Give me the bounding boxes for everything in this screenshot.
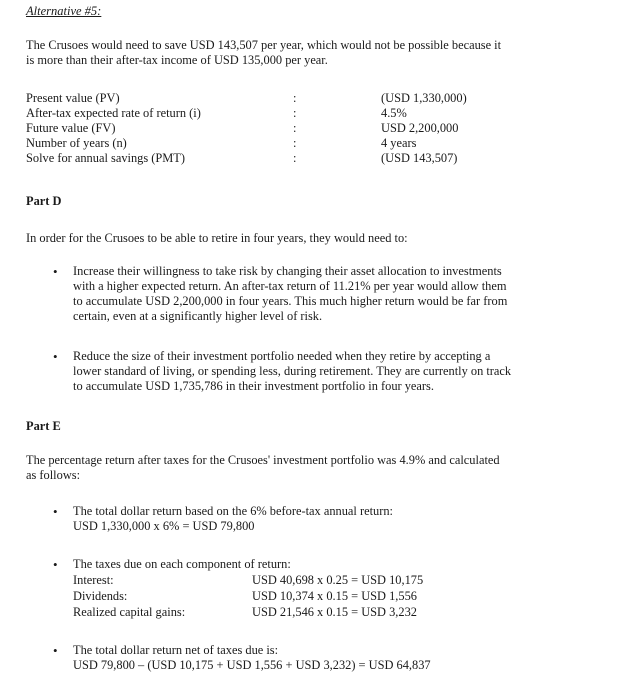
part-e-bullet-3-line-2: USD 79,800 – (USD 10,175 + USD 1,556 + USD 3,232) = USD 64,837 (73, 658, 431, 672)
calc-label-pv: Present value (PV) (26, 91, 120, 105)
tax-label-capital-gains: Realized capital gains: (73, 605, 186, 619)
calc-sep: : (293, 151, 297, 165)
part-e-title: Part E (26, 419, 61, 433)
calc-label-years: Number of years (n) (26, 136, 127, 150)
alternative-heading: Alternative #5: (26, 4, 102, 18)
part-d-bullet-1-line-3: to accumulate USD 2,200,000 in four years. This much higher return would be far from (73, 294, 508, 308)
calc-label-pmt: Solve for annual savings (PMT) (26, 151, 185, 165)
tax-label-dividends: Dividends: (73, 589, 128, 603)
part-d-bullet-1-line-4: certain, even at a significantly higher level of risk. (73, 309, 323, 323)
calc-value-rate: 4.5% (381, 106, 407, 120)
part-d-bullet-2-line-1: Reduce the size of their investment portfolio needed when they retire by accepting a (73, 349, 491, 363)
bullet-glyph: • (53, 504, 58, 519)
part-e-bullet-2-heading: The taxes due on each component of return: (73, 557, 291, 571)
bullet-glyph: • (53, 349, 58, 364)
part-d-bullet-1-line-1: Increase their willingness to take risk by changing their asset allocation to investments (73, 264, 502, 278)
intro-line-2: is more than their after-tax income of USD 135,000 per year. (26, 53, 328, 67)
part-d-bullet-1-line-2: with a higher expected return. An after-tax return of 11.21% per year would allow them (73, 279, 507, 293)
part-d-bullet-2-line-3: to accumulate USD 1,735,786 in their investment portfolio in four years. (73, 379, 434, 393)
calc-value-fv: USD 2,200,000 (381, 121, 459, 135)
part-e-bullet-1-line-1: The total dollar return based on the 6% before-tax annual return: (73, 504, 393, 518)
tax-value-interest: USD 40,698 x 0.25 = USD 10,175 (252, 573, 424, 587)
intro-line-1: The Crusoes would need to save USD 143,507 per year, which would not be possible because it (26, 38, 502, 52)
part-d-title: Part D (26, 194, 62, 208)
calc-value-years: 4 years (381, 136, 417, 150)
calc-label-fv: Future value (FV) (26, 121, 116, 135)
bullet-glyph: • (53, 643, 58, 658)
tax-value-capital-gains: USD 21,546 x 0.15 = USD 3,232 (252, 605, 417, 619)
part-e-bullet-3-line-1: The total dollar return net of taxes due is: (73, 643, 279, 657)
part-e-intro-line-2: as follows: (26, 468, 81, 482)
tax-label-interest: Interest: (73, 573, 114, 587)
calc-sep: : (293, 106, 297, 120)
part-e-bullet-1-line-2: USD 1,330,000 x 6% = USD 79,800 (73, 519, 255, 533)
bullet-glyph: • (53, 557, 58, 572)
part-e-intro-line-1: The percentage return after taxes for the Crusoes' investment portfolio was 4.9% and calculated (26, 453, 500, 467)
calc-sep: : (293, 91, 297, 105)
part-d-bullet-2-line-2: lower standard of living, or spending less, during retirement. They are currently on track (73, 364, 512, 378)
part-d-intro: In order for the Crusoes to be able to retire in four years, they would need to: (26, 231, 408, 245)
tax-value-dividends: USD 10,374 x 0.15 = USD 1,556 (252, 589, 417, 603)
calc-value-pv: (USD 1,330,000) (381, 91, 467, 105)
calc-sep: : (293, 121, 297, 135)
calc-value-pmt: (USD 143,507) (381, 151, 458, 165)
bullet-glyph: • (53, 264, 58, 279)
calc-sep: : (293, 136, 297, 150)
calc-label-rate: After-tax expected rate of return (i) (26, 106, 201, 120)
